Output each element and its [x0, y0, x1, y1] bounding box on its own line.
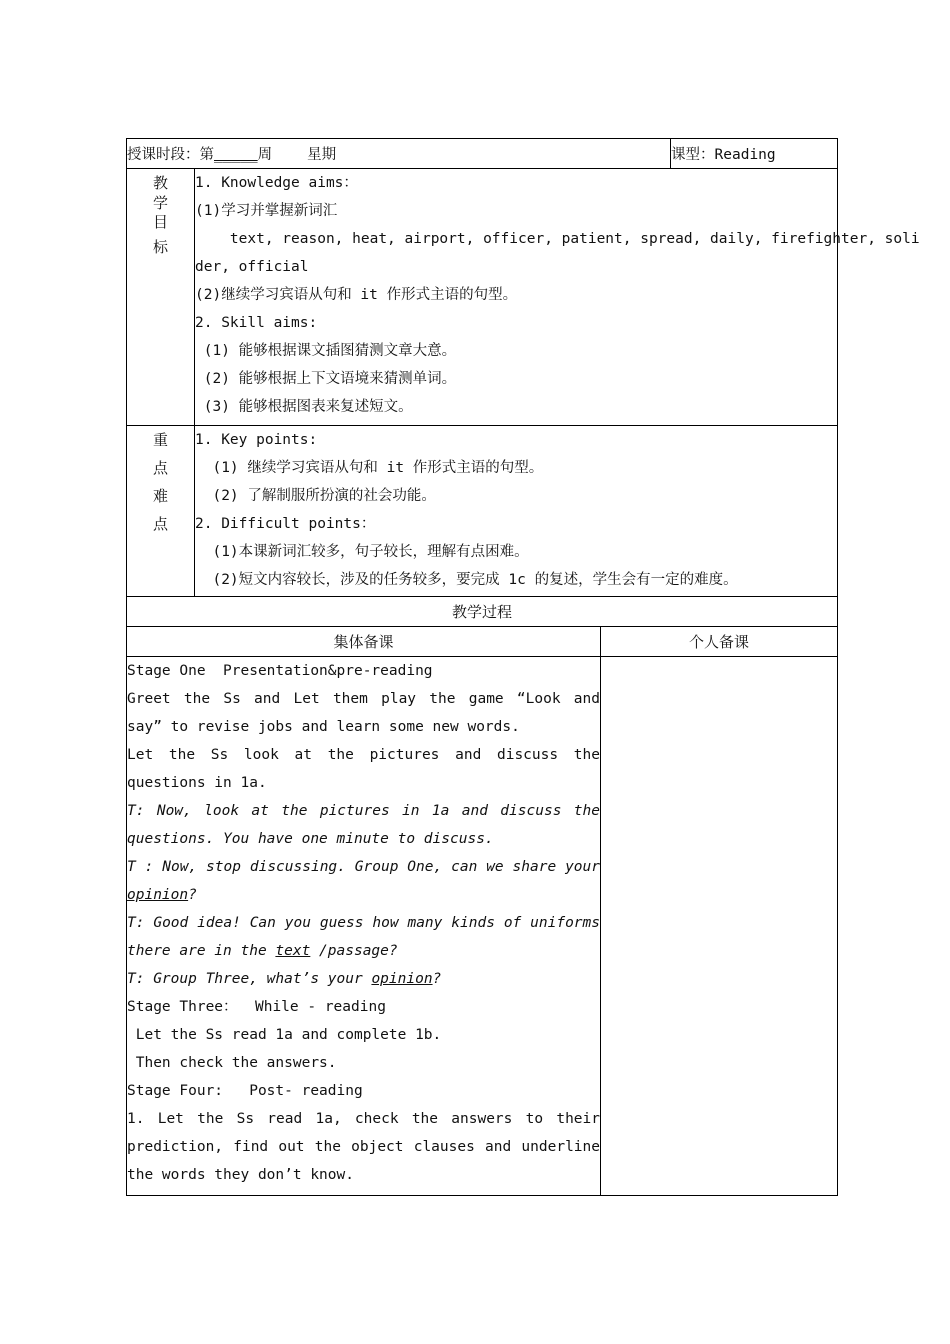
key-point-line: (1) 继续学习宾语从句和 it 作形式主语的句型。 — [195, 460, 544, 476]
period-week-blank: _____ — [214, 147, 258, 163]
objectives-row — [127, 169, 838, 426]
process-line: T: Now, look at the pictures in 1a and discuss the — [127, 803, 600, 819]
process-line: T : Now, stop discussing. Group One, can we share your — [127, 859, 600, 875]
process-line: T: Group Three, what’s your opinion? — [127, 971, 442, 987]
process-line: opinion? — [127, 887, 197, 903]
process-line: the words they don’t know. — [127, 1167, 354, 1183]
key-points-row — [127, 426, 838, 597]
vocab-line: der, official — [195, 259, 309, 275]
objective-line: (2)继续学习宾语从句和 it 作形式主语的句型。 — [195, 287, 518, 303]
objectives-label-char: 标 — [152, 238, 168, 256]
key-points-label-char: 点 — [152, 515, 168, 533]
process-columns-row — [127, 627, 838, 657]
process-line: T: Good idea! Can you guess how many kinds of uniforms — [127, 915, 600, 931]
process-line: Let the Ss look at the pictures and discuss the — [127, 747, 600, 763]
period-prefix: 授课时段：第 — [127, 147, 214, 163]
objective-line: 2. Skill aims: — [195, 315, 318, 331]
process-line: 1. Let the Ss read 1a, check the answers to their — [127, 1111, 600, 1127]
objectives-label-char: 目 — [152, 213, 168, 231]
personal-prep-header: 个人备课 — [601, 627, 838, 657]
key-point-line: 2. Difficult points： — [195, 516, 376, 532]
key-points-label-char: 点 — [152, 459, 168, 477]
objectives-label — [127, 169, 195, 426]
process-lines — [127, 657, 600, 1189]
personal-prep-content — [601, 657, 838, 1196]
process-line: Stage Three： While - reading — [127, 999, 386, 1015]
lesson-type-cell — [671, 139, 838, 169]
objectives-content — [195, 169, 920, 426]
objective-line: 1. Knowledge aims： — [195, 175, 358, 191]
process-line: Greet the Ss and Let them play the game “Look and — [127, 691, 600, 707]
objective-line: (2) 能够根据上下文语境来猜测单词。 — [195, 371, 457, 387]
period-week: 周 — [257, 147, 273, 163]
process-line: questions. You have one minute to discuss. — [127, 831, 494, 847]
key-points-content — [195, 426, 838, 597]
process-line: there are in the text /passage? — [127, 943, 398, 959]
lesson-type: 课型：Reading — [671, 147, 776, 163]
process-line: questions in 1a. — [127, 775, 267, 791]
process-line: say” to revise jobs and learn some new words. — [127, 719, 520, 735]
key-point-line: (2)短文内容较长，涉及的任务较多，要完成 1c 的复述，学生会有一定的难度。 — [195, 572, 738, 588]
process-line: Stage One Presentation&pre-reading — [127, 663, 433, 679]
objectives-label-char: 教 — [152, 174, 168, 192]
key-points-label-char: 重 — [152, 431, 168, 449]
key-point-line: (1)本课新词汇较多，句子较长，理解有点困难。 — [195, 544, 529, 560]
key-point-line: 1. Key points: — [195, 432, 318, 448]
lesson-plan-table — [126, 138, 920, 1196]
process-title-row — [127, 597, 838, 627]
key-points-label — [127, 426, 195, 597]
period-weekday: 星期 — [307, 147, 337, 163]
objective-line: (1)学习并掌握新词汇 — [195, 203, 338, 219]
process-line: Then check the answers. — [127, 1055, 337, 1071]
process-line: prediction, find out the object clauses and underline — [127, 1139, 600, 1155]
objective-line: (3) 能够根据图表来复述短文。 — [195, 399, 413, 415]
objectives-label-char: 学 — [152, 194, 168, 212]
header-row — [127, 139, 838, 169]
key-point-line: (2) 了解制服所扮演的社会功能。 — [195, 488, 436, 504]
objective-line: (1) 能够根据课文插图猜测文章大意。 — [195, 343, 457, 359]
vocab-line: text, reason, heat, airport, officer, patient, spread, daily, firefighter, soli — [195, 231, 920, 247]
key-points-label-char: 难 — [152, 487, 168, 505]
process-line: Stage Four: Post- reading — [127, 1083, 363, 1099]
process-title: 教学过程 — [127, 597, 838, 627]
process-line: Let the Ss read 1a and complete 1b. — [127, 1027, 442, 1043]
process-body-row — [127, 657, 838, 1196]
group-prep-header: 集体备课 — [127, 627, 601, 657]
group-prep-content — [127, 657, 601, 1196]
period-cell — [127, 139, 671, 169]
